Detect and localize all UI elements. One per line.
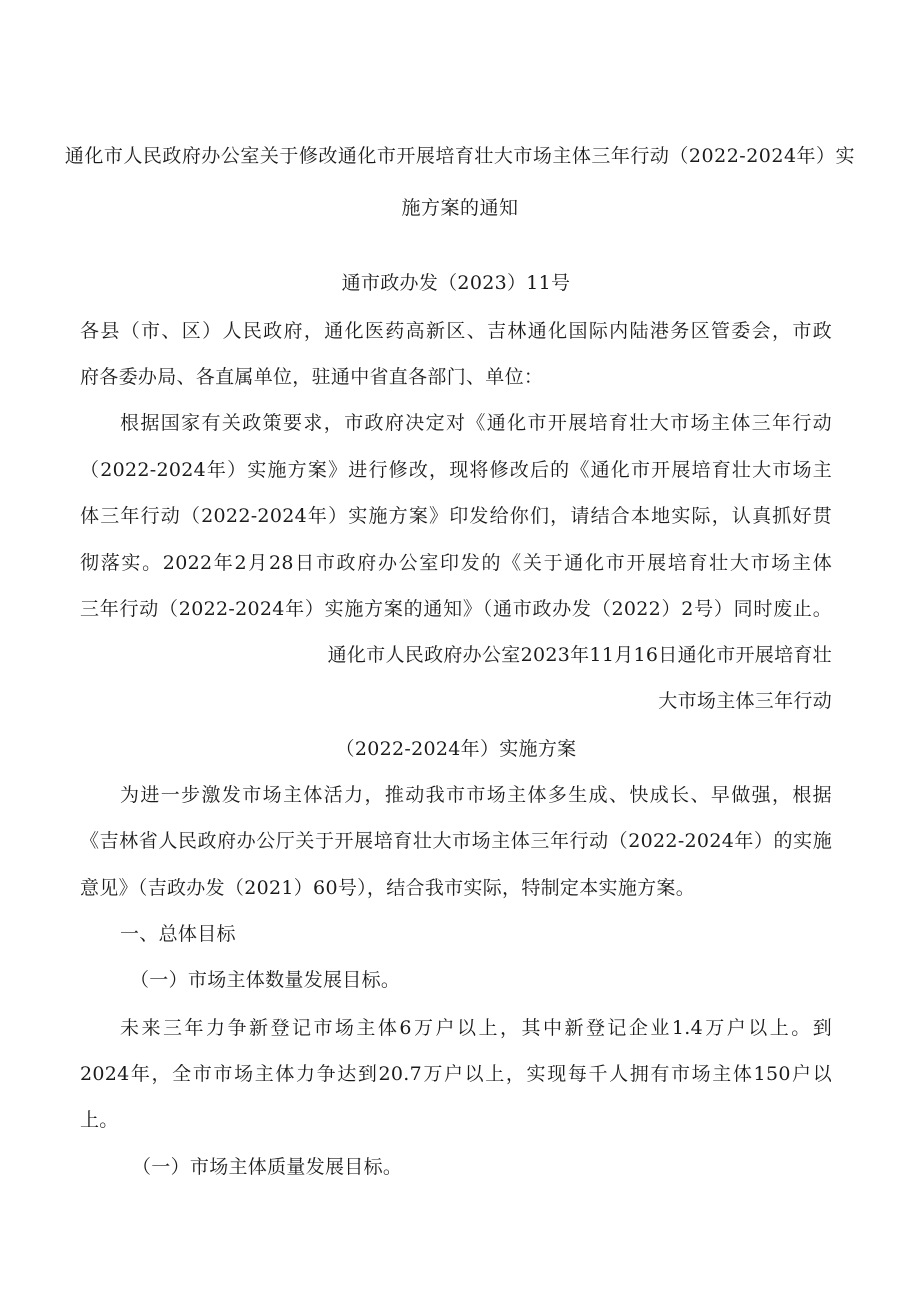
signature-line-2: 大市场主体三年行动 — [658, 690, 832, 712]
plan-intro-line: 《吉林省人民政府办公厅关于开展培育壮大市场主体三年行动（2022-2024年）的实施 — [80, 830, 832, 852]
document-title: 通化市人民政府办公室关于修改通化市开展培育壮大市场主体三年行动（2022-2024年）实施方案的通知 — [64, 145, 856, 219]
notice-paragraph-line: 体三年行动（2022-2024年）实施方案》印发给你们，请结合本地实际，认真抓好贯 — [80, 505, 832, 527]
section-heading: 一、总体目标 — [120, 923, 236, 945]
notice-paragraph-line: 根据国家有关政策要求，市政府决定对《通化市开展培育壮大市场主体三年行动 — [120, 412, 832, 434]
signature-line-1: 通化市人民政府办公室2023年11月16日通化市开展培育壮 — [327, 644, 832, 666]
plan-intro-line: 为进一步激发市场主体活力，推动我市市场主体多生成、快成长、早做强，根据 — [120, 784, 832, 806]
recipients-line-1: 各县（市、区）人民政府，通化医药高新区、吉林通化国际内陆港务区管委会，市政 — [80, 320, 832, 342]
subsection-heading: （一）市场主体数量发展目标。 — [130, 969, 401, 991]
subsection-body-line: 未来三年力争新登记市场主体6万户以上，其中新登记企业1.4万户以上。到 — [120, 1017, 832, 1039]
subsection-heading: （一）市场主体质量发展目标。 — [132, 1156, 403, 1178]
recipients-line-2: 府各委办局、各直属单位，驻通中省直各部门、单位： — [80, 366, 544, 388]
subsection-body-line: 2024年，全市市场主体力争达到20.7万户以上，实现每千人拥有市场主体150户以 — [80, 1063, 832, 1085]
notice-paragraph-line: 三年行动（2022-2024年）实施方案的通知》（通市政办发（2022）2号）同时废止。 — [80, 598, 832, 620]
subsection-body-line: 上。 — [80, 1109, 119, 1131]
notice-paragraph-line: （2022-2024年）实施方案》进行修改，现将修改后的《通化市开展培育壮大市场主 — [80, 459, 832, 481]
plan-subtitle: （2022-2024年）实施方案 — [335, 738, 577, 760]
document-number: 通市政办发（2023）11号 — [341, 272, 571, 294]
plan-intro-line: 意见》（吉政办发（2021）60号），结合我市实际，特制定本实施方案。 — [80, 877, 696, 899]
notice-paragraph-line: 彻落实。2022年2月28日市政府办公室印发的《关于通化市开展培育壮大市场主体 — [80, 552, 832, 574]
